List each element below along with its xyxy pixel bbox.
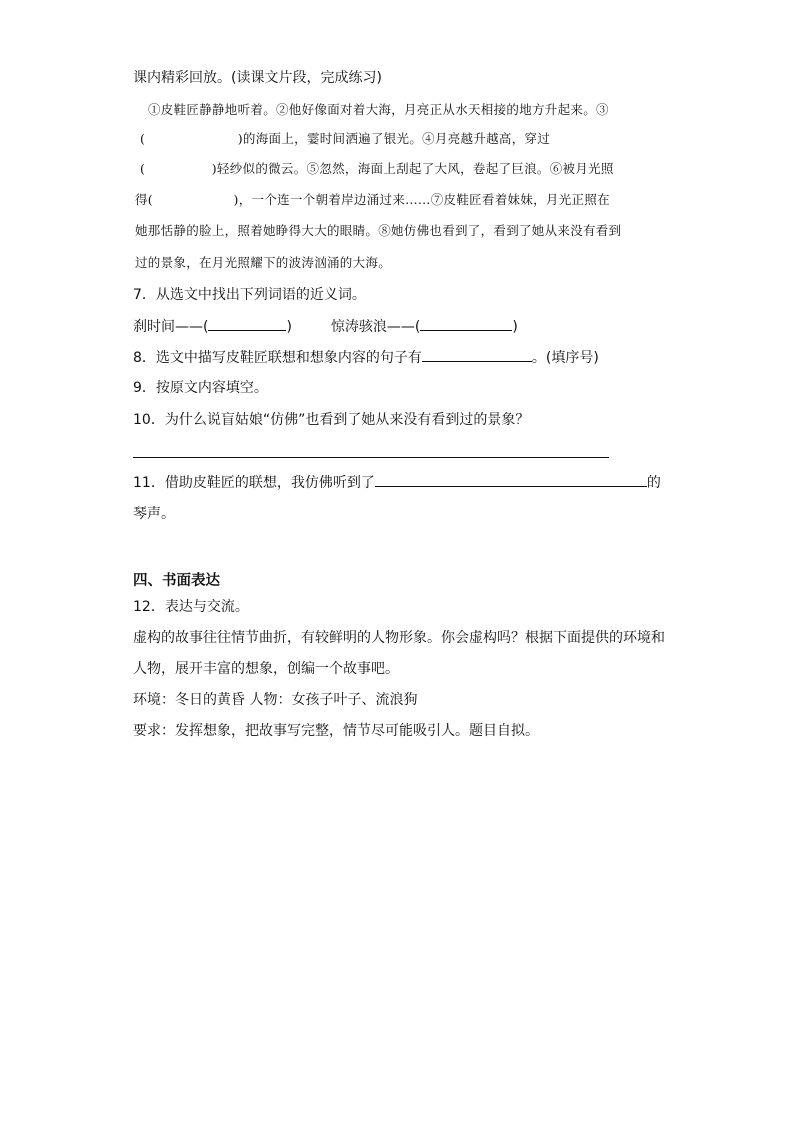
q11-answer-blank[interactable] [375,472,647,487]
passage-line-2-text: )的海面上，霎时间洒遍了银光。④月亮越升越高，穿过 [237,131,551,146]
passage-line-5: 她那恬静的脸上，照着她睁得大大的眼睛。⑧她仿佛也看到了，看到了她从来没有看到 [135,223,622,238]
q12-setting: 环境：冬日的黄昏 人物：女孩子叶子、流浪狗 [133,692,418,708]
passage-line-2 [140,129,550,149]
paren-close: ) [512,319,518,335]
intro-text: 课内精彩回放。(读课文片段，完成练习) [133,70,382,86]
question-8: 8．选文中描写皮鞋匠联想和想象内容的句子有 。(填序号) [133,347,599,368]
paren-open: ( [140,161,146,176]
question-7: 7．从选文中找出下列词语的近义词。 [133,287,366,303]
question-11: 11．借助皮鞋匠的联想，我仿佛听到了 的 [133,472,661,493]
passage-line-4-text: )，一个连一个朝着岸边涌过来……⑦皮鞋匠看着妹妹，月光正照在 [233,192,610,207]
question-7-items [133,316,518,337]
q7-word-2: 惊涛骇浪——( [330,319,421,335]
q12-requirements: 要求：发挥想象，把故事写完整，情节尽可能吸引人。题目自拟。 [133,723,539,739]
paren-open: 得( [135,192,153,207]
section-4-heading: 四、书面表达 [133,573,220,589]
passage-line-6: 过的景象，在月光照耀下的波涛汹涌的大海。 [135,255,392,270]
q12-prompt-line-1: 虚构的故事往往情节曲折，有较鲜明的人物形象。你会虚构吗？根据下面提供的环境和 [133,630,665,646]
passage-line-3 [140,159,614,179]
paren-close: ) [286,319,292,335]
passage-line-3-text: )轻纱似的微云。⑤忽然，海面上刮起了大风，卷起了巨浪。⑥被月光照 [211,161,614,176]
paren-open: ( [140,131,146,146]
q7-answer-blank-1[interactable] [208,316,286,331]
question-9: 9．按原文内容填空。 [133,380,268,396]
q7-answer-blank-2[interactable] [420,316,512,331]
passage-line-1: ①皮鞋匠静静地听着。②他好像面对着大海，月亮正从水天相接的地方升起来。③ [148,102,609,117]
question-10: 10．为什么说盲姑娘“仿佛”也看到了她从来没有看到过的景象？ [133,412,530,428]
q12-prompt-line-2: 人物，展开丰富的想象，创编一个故事吧。 [133,661,399,677]
passage-line-4 [135,190,610,210]
q8-answer-blank[interactable] [422,347,532,362]
question-11-continued: 琴声。 [133,506,175,522]
question-12: 12．表达与交流。 [133,599,249,615]
q7-word-1: 刹时间——( [133,319,209,335]
q10-answer-line[interactable] [133,457,609,458]
